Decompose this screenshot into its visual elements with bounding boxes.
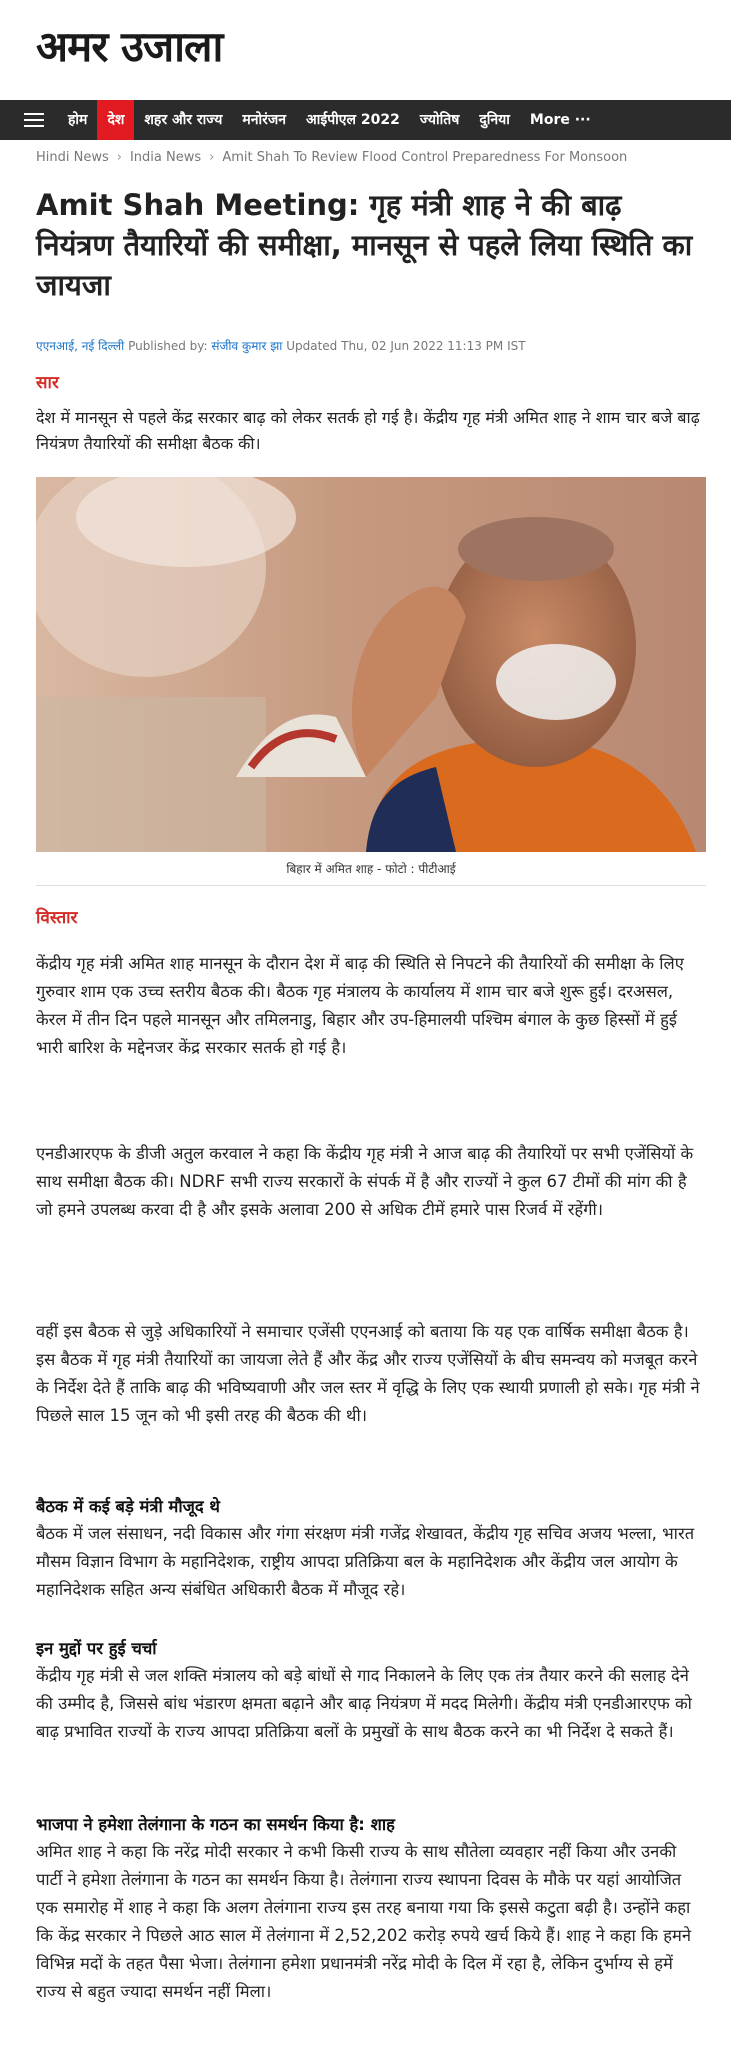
section-heading-ministers: बैठक में कई बड़े मंत्री मौजूद थे: [36, 1497, 220, 1516]
nav-item-city-state[interactable]: शहर और राज्य: [144, 112, 223, 128]
image-caption: बिहार में अमित शाह - फोटो : पीटीआई: [286, 862, 456, 876]
breadcrumb: [36, 150, 706, 165]
meta-published-label: Published by:: [128, 339, 208, 353]
section-body-issues: केंद्रीय गृह मंत्री से जल शक्ति मंत्रालय को बड़े बांधों से गाद निकालने के लिए एक तंत्र तैयार करने की सलाह देने की उम्मीद है, जिससे बांध भंडारण क्षमता बढ़ाने और बाढ़ नियंत्रण में मदद मिलेगी। केंद्रीय मंत्री एनडीआरएफ को बाढ़ प्रभावित राज्यों के राज्य आपदा प्रतिक्रिया बलों के प्रमुखों के साथ बैठक करने का भी निर्देश दे सकते हैं।: [36, 1666, 692, 1741]
nav-item-desh[interactable]: देश: [97, 100, 134, 140]
article-paragraph-1: केंद्रीय गृह मंत्री अमित शाह मानसून के दौरान देश में बाढ़ की स्थिति से निपटने की तैयारियों की समीक्षा के लिए गुरुवार शाम एक उच्च स्तरीय बैठक की। बैठक गृह मंत्रालय के कार्यालय में शाम चार बजे शुरू हुई। दरअसल, केरल में तीन दिन पहले मानसून और तमिलनाडु, बिहार और उप-हिमालयी पश्चिम बंगाल के कुछ हिस्सों में हुई भारी बारिश के मद्देनजर केंद्र सरकार सतर्क हो गई है।: [36, 954, 684, 1057]
section-heading-telangana: भाजपा ने हमेशा तेलंगाना के गठन का समर्थन किया है: शाह: [36, 1815, 395, 1834]
section-body-telangana: अमित शाह ने कहा कि नरेंद्र मोदी सरकार ने कभी किसी राज्य के साथ सौतेला व्यवहार नहीं किया और उनकी पार्टी ने हमेशा तेलंगाना के गठन का समर्थन किया है। तेलंगाना राज्य स्थापना दिवस के मौके पर यहां आयोजित एक समारोह में शाह ने कहा कि अलग तेलंगाना राज्य इस तरह बनाया गया कि इससे कटुता बढ़ी है। उन्होंने कहा कि केंद्र सरकार ने पिछले आठ साल में तेलंगाना में 2,52,202 करोड़ रुपये खर्च किये हैं। शाह ने कहा कि हमने विभिन्न मदों के तहत पैसा भेजा। तेलंगाना हमेशा प्रधानमंत्री नरेंद्र मोदी के दिल में रहा है, लेकिन दुर्भाग्य से हमें राज्य से बहुत ज्यादा समर्थन नहीं मिला।: [36, 1842, 691, 2001]
section-body-ministers: बैठक में जल संसाधन, नदी विकास और गंगा संरक्षण मंत्री गजेंद्र शेखावत, केंद्रीय गृह सचिव अजय भल्ला, भारत मौसम विज्ञान विभाग के महानिदेशक, राष्ट्रीय आपदा प्रतिक्रिया बल के महानिदेशक और केंद्रीय जल आयोग के महानिदेशक सहित अन्य संबंधित अधिकारी बैठक में मौजूद रहे।: [36, 1524, 695, 1599]
meta-updated: Updated Thu, 02 Jun 2022 11:13 PM IST: [286, 339, 526, 353]
divider: [36, 885, 706, 886]
breadcrumb-separator: ›: [116, 150, 122, 165]
article-hero-image: [36, 477, 706, 852]
nav-item-astrology[interactable]: ज्योतिष: [419, 112, 460, 128]
article-paragraph-2: एनडीआरएफ के डीजी अतुल करवाल ने कहा कि केंद्रीय गृह मंत्री ने आज बाढ़ की तैयारियों पर सभी एजेंसियों के साथ समीक्षा बैठक की। NDRF सभी राज्य सरकारों के संपर्क में है और राज्यों ने कुल 67 टीमों की मांग की है जो हमने उपलब्ध करवा दी है और इसके अलावा 200 से अधिक टीमें हमारे पास रिजर्व में रहेंगी।: [36, 1144, 694, 1219]
nav-item-home[interactable]: होम: [68, 112, 88, 128]
detail-label: विस्तार: [36, 908, 78, 928]
nav-item-entertainment[interactable]: मनोरंजन: [242, 112, 287, 128]
article-paragraph-3: वहीं इस बैठक से जुड़े अधिकारियों ने समाचार एजेंसी एएनआई को बताया कि यह एक वार्षिक समीक्षा बैठक है। इस बैठक में गृह मंत्री तैयारियों का जायजा लेते हैं और केंद्र और राज्य एजेंसियों के बीच समन्वय को मजबूत करने के निर्देश देते हैं ताकि बाढ़ की भविष्यवाणी और जल स्तर में वृद्धि के लिए एक स्थायी प्रणाली हो सके। गृह मंत्री ने पिछले साल 15 जून को भी इसी तरह की बैठक की थी।: [36, 1322, 700, 1425]
breadcrumb-current: Amit Shah To Review Flood Control Preparedness For Monsoon: [222, 150, 628, 165]
meta-author[interactable]: संजीव कुमार झा: [211, 339, 283, 353]
site-logo[interactable]: अमर उजाला: [36, 22, 223, 71]
amit-shah-photo: [36, 477, 706, 852]
summary-label: सार: [36, 373, 59, 393]
article-meta: [36, 337, 706, 354]
article-title: Amit Shah Meeting: गृह मंत्री शाह ने की बाढ़ नियंत्रण तैयारियों की समीक्षा, मानसून से पहले लिया स्थिति का जायजा: [36, 188, 693, 302]
nav-more-button[interactable]: More ···: [529, 112, 591, 128]
site-header: [0, 0, 731, 100]
section-heading-issues: इन मुद्दों पर हुई चर्चा: [36, 1639, 157, 1658]
main-nav: [0, 100, 731, 140]
article-summary: देश में मानसून से पहले केंद्र सरकार बाढ़ को लेकर सतर्क हो गई है। केंद्रीय गृह मंत्री अमित शाह ने शाम चार बजे बाढ़ नियंत्रण तैयारियों की समीक्षा बैठक की।: [36, 408, 700, 453]
hamburger-menu-icon[interactable]: [0, 100, 58, 140]
meta-location: एएनआई, नई दिल्ली: [36, 339, 125, 353]
breadcrumb-separator: ›: [209, 150, 215, 165]
nav-item-world[interactable]: दुनिया: [479, 112, 510, 128]
breadcrumb-hindi-news[interactable]: Hindi News: [36, 150, 109, 165]
nav-item-ipl[interactable]: आईपीएल 2022: [306, 112, 400, 128]
breadcrumb-india-news[interactable]: India News: [129, 150, 202, 165]
